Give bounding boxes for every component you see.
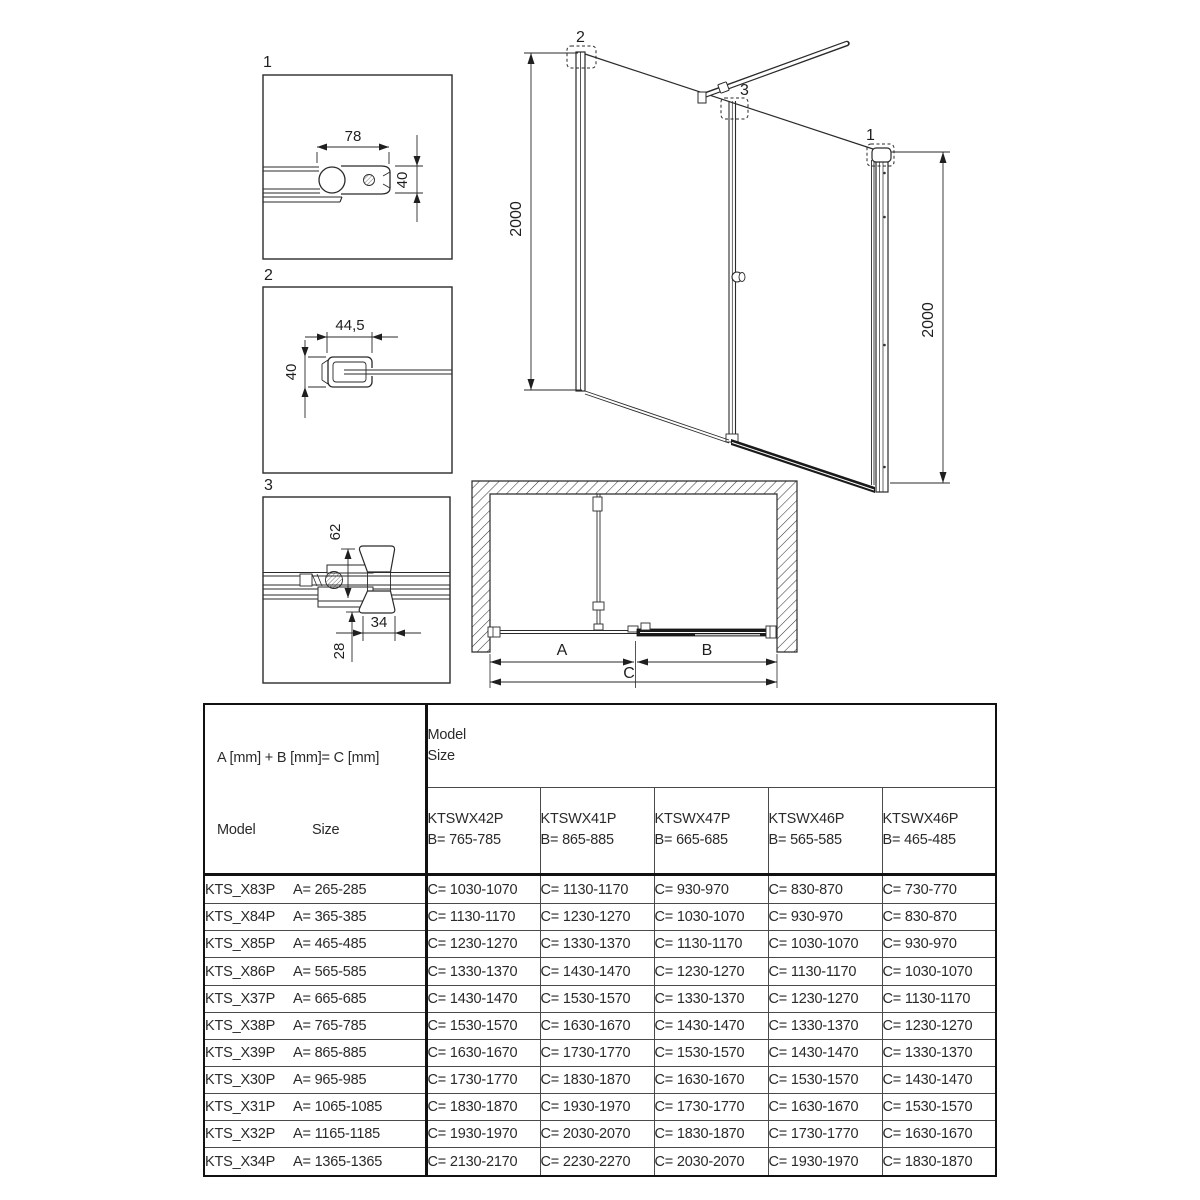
a-range: A= 865-885	[293, 1044, 367, 1061]
c-range-cell: C= 1530-1570	[540, 985, 654, 1012]
a-range: A= 965-985	[293, 1072, 367, 1089]
model-code: KTS_X30P	[205, 1072, 276, 1089]
model-column-header	[426, 787, 540, 875]
table-row	[204, 1094, 996, 1121]
model-size-cell	[204, 1094, 426, 1121]
detail-3-number: 3	[264, 477, 273, 494]
elevation-left-height-dim: 2000	[508, 201, 525, 237]
c-range-cell: C= 1430-1470	[768, 1039, 882, 1066]
size-spec-table	[203, 703, 997, 1177]
elevation-marker-1: 1	[866, 127, 875, 144]
c-range-cell: C= 1230-1270	[426, 931, 540, 958]
c-range-cell: C= 930-970	[882, 931, 996, 958]
detail-2-number: 2	[264, 267, 273, 284]
c-range-cell: C= 1330-1370	[540, 931, 654, 958]
c-range-cell: C= 1730-1770	[426, 1067, 540, 1094]
c-range-cell: C= 830-870	[882, 904, 996, 931]
table-row	[204, 985, 996, 1012]
c-range-cell: C= 1730-1770	[654, 1094, 768, 1121]
model-code: KTS_X86P	[205, 963, 276, 980]
b-range: B= 865-885	[540, 832, 614, 849]
a-range: A= 265-285	[293, 881, 367, 898]
a-range: A= 365-385	[293, 909, 367, 926]
model-name: KTSWX46P	[768, 810, 845, 827]
c-range-cell: C= 1130-1170	[540, 875, 654, 904]
c-range-cell: C= 1330-1370	[426, 958, 540, 985]
model-size-cell	[204, 931, 426, 958]
c-range-cell: C= 1230-1270	[882, 1012, 996, 1039]
c-range-cell: C= 1830-1870	[654, 1121, 768, 1148]
a-range: A= 1365-1365	[293, 1153, 383, 1170]
a-range: A= 465-485	[293, 936, 367, 953]
model-code: KTS_X31P	[205, 1099, 276, 1116]
formula-label: A [mm] + B [mm]= C [mm]	[217, 750, 380, 767]
b-range: B= 765-785	[427, 832, 501, 849]
c-range-cell: C= 1130-1170	[426, 904, 540, 931]
model-name: KTSWX42P	[427, 810, 504, 827]
c-range-cell: C= 1530-1570	[768, 1067, 882, 1094]
c-range-cell: C= 1130-1170	[882, 985, 996, 1012]
model-name: KTSWX47P	[654, 810, 731, 827]
c-range-cell: C= 1630-1670	[654, 1067, 768, 1094]
a-range: A= 1065-1085	[293, 1099, 383, 1116]
b-range: B= 465-485	[882, 832, 956, 849]
model-code: KTS_X32P	[205, 1126, 276, 1143]
model-code: KTS_X39P	[205, 1044, 276, 1061]
plan-dim-a: A	[556, 642, 568, 659]
c-range-cell: C= 1430-1470	[654, 1012, 768, 1039]
c-range-cell: C= 1330-1370	[654, 985, 768, 1012]
detail-1-drawing	[263, 54, 452, 259]
b-range: B= 565-585	[768, 832, 842, 849]
elevation-marker-3: 3	[740, 82, 749, 99]
model-column-header	[768, 787, 882, 875]
model-size-cell	[204, 1148, 426, 1176]
table-row	[204, 1012, 996, 1039]
detail-1-width-dim: 78	[344, 128, 362, 145]
elevation-right-height-dim: 2000	[920, 302, 937, 338]
model-size-cell	[204, 1067, 426, 1094]
c-range-cell: C= 1630-1670	[426, 1039, 540, 1066]
c-range-cell: C= 1230-1270	[654, 958, 768, 985]
c-range-cell: C= 1030-1070	[426, 875, 540, 904]
a-range: A= 1165-1185	[293, 1126, 380, 1143]
model-size-cell	[204, 985, 426, 1012]
model-code: KTS_X84P	[205, 909, 276, 926]
model-code: KTS_X83P	[205, 881, 276, 898]
c-range-cell: C= 1530-1570	[654, 1039, 768, 1066]
c-range-cell: C= 1830-1870	[540, 1067, 654, 1094]
c-range-cell: C= 2130-2170	[426, 1148, 540, 1176]
plan-dim-c: C	[623, 665, 635, 682]
detail-3-width-dim: 34	[370, 614, 388, 631]
a-range: A= 565-585	[293, 963, 367, 980]
detail-3-drawing	[263, 477, 450, 683]
c-range-cell: C= 1030-1070	[768, 931, 882, 958]
detail-3-bottom-dim: 28	[331, 642, 348, 660]
model-size-cell	[204, 1039, 426, 1066]
c-range-cell: C= 2030-2070	[654, 1148, 768, 1176]
c-range-cell: C= 1530-1570	[882, 1094, 996, 1121]
model-column-header	[882, 787, 996, 875]
detail-3-top-dim: 62	[327, 523, 344, 541]
c-range-cell: C= 1730-1770	[768, 1121, 882, 1148]
c-range-cell: C= 1030-1070	[882, 958, 996, 985]
c-range-cell: C= 1330-1370	[768, 1012, 882, 1039]
c-range-cell: C= 1430-1470	[882, 1067, 996, 1094]
model-name: KTSWX46P	[882, 810, 959, 827]
detail-1-height-dim: 40	[394, 171, 411, 189]
a-range: A= 765-785	[293, 1017, 367, 1034]
c-range-cell: C= 1430-1470	[426, 985, 540, 1012]
plan-dim-b: B	[701, 642, 713, 659]
detail-1-number: 1	[263, 54, 272, 71]
table-corner-cell	[204, 704, 426, 875]
c-range-cell: C= 1930-1970	[426, 1121, 540, 1148]
group-header-line1: Model	[427, 726, 466, 743]
c-range-cell: C= 1130-1170	[768, 958, 882, 985]
elevation-marker-2: 2	[576, 29, 585, 46]
c-range-cell: C= 1830-1870	[882, 1148, 996, 1176]
model-size-group-header	[426, 704, 996, 787]
c-range-cell: C= 1230-1270	[540, 904, 654, 931]
elevation-drawing	[508, 29, 950, 493]
detail-2-width-dim: 44,5	[335, 317, 365, 334]
c-range-cell: C= 1030-1070	[654, 904, 768, 931]
c-range-cell: C= 930-970	[654, 875, 768, 904]
c-range-cell: C= 2030-2070	[540, 1121, 654, 1148]
c-range-cell: C= 1530-1570	[426, 1012, 540, 1039]
model-size-cell	[204, 1012, 426, 1039]
table-row	[204, 904, 996, 931]
c-range-cell: C= 1630-1670	[882, 1121, 996, 1148]
c-range-cell: C= 930-970	[768, 904, 882, 931]
c-range-cell: C= 730-770	[882, 875, 996, 904]
c-range-cell: C= 1930-1970	[768, 1148, 882, 1176]
detail-2-drawing	[263, 267, 452, 473]
table-row	[204, 958, 996, 985]
model-name: KTSWX41P	[540, 810, 617, 827]
detail-2-height-dim: 40	[283, 363, 300, 381]
c-range-cell: C= 1930-1970	[540, 1094, 654, 1121]
model-column-label: Model	[217, 822, 256, 839]
c-range-cell: C= 1230-1270	[768, 985, 882, 1012]
group-header-line2: Size	[427, 747, 455, 764]
c-range-cell: C= 1630-1670	[540, 1012, 654, 1039]
model-size-cell	[204, 958, 426, 985]
model-code: KTS_X85P	[205, 936, 276, 953]
a-range: A= 665-685	[293, 990, 367, 1007]
model-column-header	[540, 787, 654, 875]
c-range-cell: C= 1430-1470	[540, 958, 654, 985]
table-row	[204, 1121, 996, 1148]
c-range-cell: C= 1730-1770	[540, 1039, 654, 1066]
table-row	[204, 1039, 996, 1066]
table-row	[204, 1067, 996, 1094]
c-range-cell: C= 1830-1870	[426, 1094, 540, 1121]
model-size-cell	[204, 1121, 426, 1148]
model-code: KTS_X37P	[205, 990, 276, 1007]
plan-view-drawing	[472, 481, 797, 688]
c-range-cell: C= 1630-1670	[768, 1094, 882, 1121]
table-row	[204, 875, 996, 904]
table-row	[204, 1148, 996, 1176]
c-range-cell: C= 830-870	[768, 875, 882, 904]
b-range: B= 665-685	[654, 832, 728, 849]
model-code: KTS_X38P	[205, 1017, 276, 1034]
size-column-label: Size	[312, 822, 340, 839]
model-column-header	[654, 787, 768, 875]
model-size-cell	[204, 904, 426, 931]
c-range-cell: C= 2230-2270	[540, 1148, 654, 1176]
c-range-cell: C= 1330-1370	[882, 1039, 996, 1066]
c-range-cell: C= 1130-1170	[654, 931, 768, 958]
model-size-cell	[204, 875, 426, 904]
model-code: KTS_X34P	[205, 1153, 276, 1170]
table-row	[204, 931, 996, 958]
